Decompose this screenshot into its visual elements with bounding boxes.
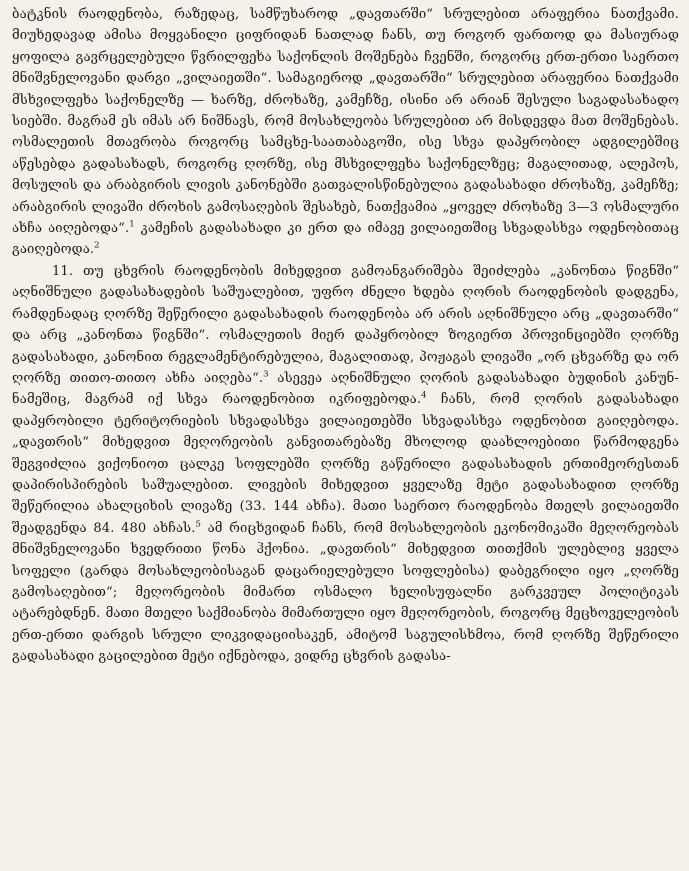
footnote-ref-4: 4 [421,390,427,401]
paragraph-1 [12,4,679,261]
paragraph-2-text-2: ასევეა აღნიშნული ღორის გადასახადი ბუდინის კანუნ-ნამეშიც, მაგრამ იქ სხვა რაოდენობით იკრიფებოდა. [12,370,679,408]
footnote-ref-5: 5 [195,519,201,530]
footnote-ref-3: 3 [263,369,269,380]
paragraph-1-text-1: ბატკნის რაოდენობა, რაზედაც, სამწუხაროდ „დავთარში“ სრულებით არაფერია ნათქვამი. მიუხედავად ამისა მოყვანილი ციფრიდან ნათლად ჩანს, თუ როგორ ფართოდ და მასიურად ყოფილა გავრცელებული წვრილფეხა საქონლის მოშენება ჩვენში, როგორც ერთ-ერთი საერთო მნიშვნელოვანი დარგი „ვილაიეთში“. სამაგიეროდ „დავთარში“ სრულებით არაფერია ნათქვამი მსხვილფეხა საქონელზე — ხარზე, ძროხაზე, კამეჩზე, ისინი არ არიან შესული საგადასახადო სიებში. მაგრამ ეს იმას არ ნიშნავს, რომ მოსახლეობა სრულებით არ მისდევდა მათ მოშენებას. ოსმალეთის მთავრობა როგორც სამცხე-საათაბაგოში, ისე სხვა დაპყრობილ ადგილებშიც აწესებდა გადასახადს, როგორც ღორზე, ისე მსხვილფეხა საქონელზეც; მაგალითად, ალეპოს, მოსულის და არაბგირის ლივის კანონებში გათვალისწინებულია გადასახადი ძროხაზე, კამეჩზე; არაბგირის ლივაში ძროხის გამოსაღების შესახებ, ნათქვამია „ყოველ ძროხაზე 3—3 ოსმალური ახჩა აიღებოდა“. [12,7,679,237]
paragraph-2-text-1: 11. თუ ცხვრის რაოდენობის მიხედვით გამოანგარიშება შეიძლება „კანონთა წიგნში“ აღნიშნული გადასახადების საშუალებით, უფრო ძნელი ხდება ღორის რაოდენობის დადგენა, რამდენადაც ღორზე შეწერილი გადასახადის რაოდენობა არ არის აღნიშნული არც „დავთარში“ და არც „კანონთა წიგნში“. ოსმალეთის მიერ დაპყრობილ ზოგიერთ პროვინციებში ღორზე გადასახადი, კანონით რეგლამენტირებულია, მაგალითად, პოჟაგას ლივაში „ორ ცხვარზე და ორ ღორზე თითო-თითო ახჩა აიღება“. [12,263,679,386]
footnote-ref-1: 1 [129,219,135,230]
footnote-ref-2: 2 [94,241,100,252]
paragraph-1-text-2: კამეჩის გადასახადი კი ერთ და იმავე ვილაიეთშიც სხვადასხვა ოდენობითაც გაიღებოდა. [12,221,679,258]
paragraph-2 [12,261,679,668]
paragraph-2-text-3: ჩანს, რომ ღორის გადასახადი დაპყრობილი ტერიტორიების სხვადასხვა ვილაიეთებში სხვადასხვა ოდენობით გაიღებოდა. „დავთრის“ მიხედვით მეღორეობის განვითარებაზე მხოლოდ დაახლოებითი წარმოდგენა შეგვიძლია ვიქონიოთ ცალკე სოფლებში ღორზე გაწერილი გადასახადის ერთიმეორესთან დაპირისპირების საშუალებით. ლივების მიხედვით ყველაზე მეტი გადასახადით ღორზე შეწერილია ახალციხის ლივაზე (33. 144 ახჩა). მათი საერთო რაოდენობა მთელს ვილაიეთში შეადგენდა 84. 480 ახჩას. [12,392,679,536]
paragraph-2-text-4: ამ რიცხვიდან ჩანს, რომ მოსახლეობის ეკონომიკაში მეღორეობას მნიშვნელოვანი ხვედრითი წონა ჰქონია. „დავთრის“ მიხედვით თითქმის ულებლივ ყველა სოფელი (გარდა მოსახლეობისაგან დაცარიელებული სოფლებისა) დაბეგრილი იყო „ღორზე გამოსაღებით“; მეღორეობის მიმართ ოსმალო ხელისუფალნი გარკვეულ პოლიტიკას ატარებდნენ. მათი მთელი საქმიანობა მიმართული იყო მეღორეობის, როგორც მეცხოველეობის ერთ-ერთი დარგის სრული ლიკვიდაციისაკენ, ამიტომ საგულისხმოა, რომ ღორზე შეწერილი გადასახადი გაცილებით მეტი იქნებოდა, ვიდრე ცხვრის გადასა- [12,520,679,665]
